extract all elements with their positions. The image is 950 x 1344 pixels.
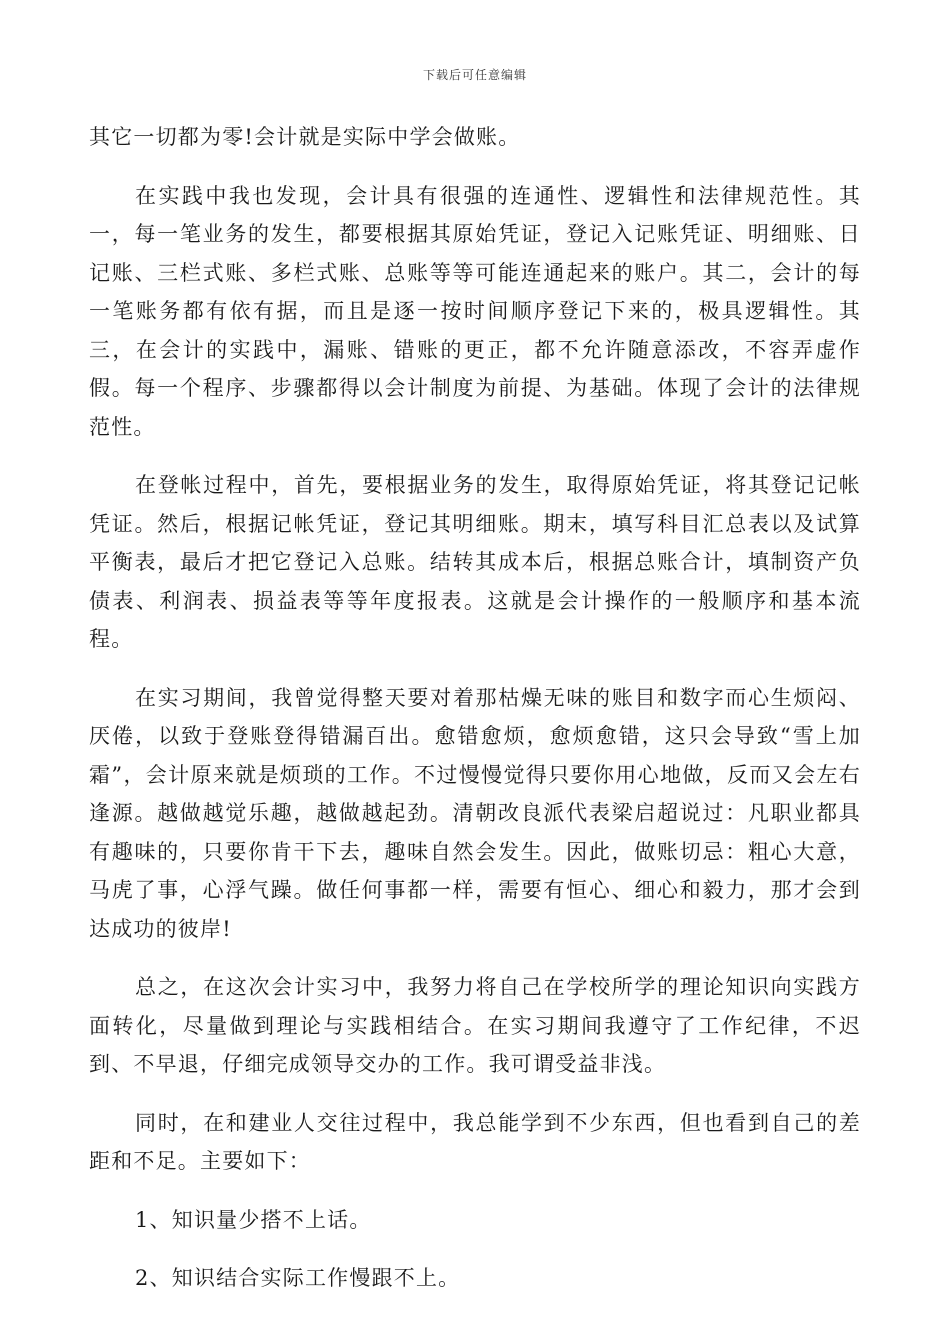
paragraph-bookkeeping-process: 在登帐过程中，首先，要根据业务的发生，取得原始凭证，将其登记记帐凭证。然后，根据记帐凭证，登记其明细账。期末，填写科目汇总表以及试算平衡表，最后才把它登记入总账。结转其成本后，根据总账合计，填制资产负债表、利润表、损益表等等年度报表。这就是会计操作的一般顺序和基本流程。 <box>89 473 861 651</box>
paragraph-practice-findings: 在实践中我也发现，会计具有很强的连通性、逻辑性和法律规范性。其一，每一笔业务的发生，都要根据其原始凭证，登记入记账凭证、明细账、日记账、三栏式账、多栏式账、总账等等可能连通起来的账户。其二，会计的每一笔账务都有依有据，而且是逐一按时间顺序登记下来的，极具逻辑性。其三，在会计的实践中，漏账、错账的更正，都不允许随意添改，不容弄虚作假。每一个程序、步骤都得以会计制度为前提、为基础。体现了会计的法律规范性。 <box>89 183 861 439</box>
document-body <box>89 118 861 1318</box>
paragraph-shortcomings-intro: 同时，在和建业人交往过程中，我总能学到不少东西，但也看到自己的差距和不足。主要如下： <box>89 1110 861 1173</box>
paragraph-summary: 总之，在这次会计实习中，我努力将自己在学校所学的理论知识向实践方面转化，尽量做到理论与实践相结合。在实习期间我遵守了工作纪律，不迟到、不早退，仔细完成领导交办的工作。我可谓受益非浅。 <box>89 975 861 1076</box>
paragraph-continuation: 其它一切都为零!会计就是实际中学会做账。 <box>89 125 521 149</box>
paragraph-internship-experience: 在实习期间，我曾觉得整天要对着那枯燥无味的账目和数字而心生烦闷、厌倦，以致于登账登得错漏百出。愈错愈烦，愈烦愈错，这只会导致“雪上加霜”，会计原来就是烦琐的工作。不过慢慢觉得只要你用心地做，反而又会左右逢源。越做越觉乐趣，越做越起劲。清朝改良派代表梁启超说过：凡职业都具有趣味的，只要你肯干下去，趣味自然会发生。因此，做账切忌：粗心大意，马虎了事，心浮气躁。做任何事都一样，需要有恒心、细心和毅力，那才会到达成功的彼岸! <box>89 685 861 941</box>
page-header: 下载后可任意编辑 <box>422 68 527 82</box>
list-item: 2、知识结合实际工作慢跟不上。 <box>135 1266 461 1290</box>
list-item: 1、知识量少搭不上话。 <box>135 1207 372 1232</box>
